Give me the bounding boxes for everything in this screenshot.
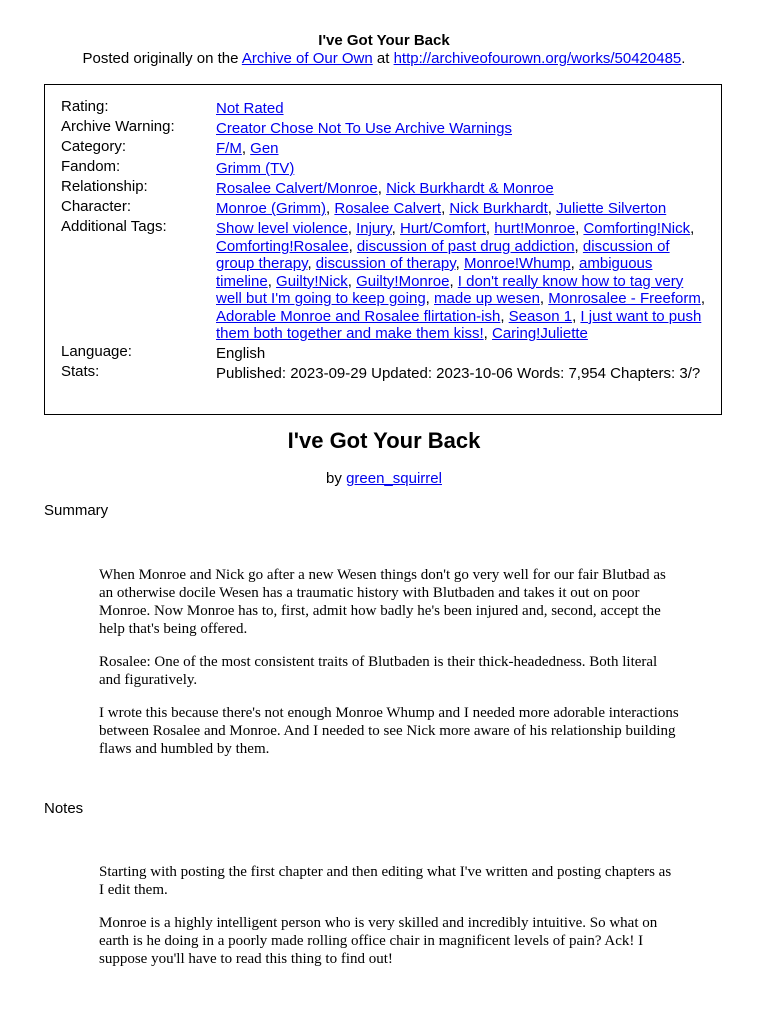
tags-value: Show level violence, Injury, Hurt/Comfort, hurt!Monroe, Comforting!Nick, Comforting!Rosalee, discussion of past drug addiction, discussion of group therapy, discussion of therapy, Monroe!Whump, ambiguous timeline, Guilty!Nick, Guilty!Monroe, I don't really know how to tag very well but I'm going to keep going, made up wesen, Monrosalee - Freeform, Adorable Monroe and Rosalee flirtation-ish, Season 1, I just want to push them both together and make them kiss!, Caring!Juliette [216,220,705,342]
warning-link[interactable]: Creator Chose Not To Use Archive Warnings [216,120,512,137]
stats-label: Stats: [61,363,100,380]
summary-paragraph: I wrote this because there's not enough Monroe Whump and I needed more adorable interactions between Rosalee and Monroe. And I needed to see Nick more aware of his relationship building flaws and humbled by them. [99,705,679,757]
character-link[interactable]: Nick Burkhardt [449,200,548,217]
tag-link[interactable]: made up wesen [434,290,540,307]
tag-link[interactable]: discussion of group therapy [216,237,670,272]
author-link[interactable]: green_squirrel [346,470,442,487]
relationship-link[interactable]: Nick Burkhardt & Monroe [386,180,554,197]
character-value: Monroe (Grimm), Rosalee Calvert, Nick Burkhardt, Juliette Silverton [216,200,667,217]
warning-value [216,120,709,138]
tag-link[interactable]: Comforting!Rosalee [216,237,349,255]
work-title: I've Got Your Back [287,428,481,453]
rating-value [216,100,709,118]
category-link[interactable]: F/M [216,140,242,157]
tag-link[interactable]: Caring!Juliette [492,325,588,342]
tag-link[interactable]: ambiguous timeline [216,255,653,290]
fandom-value [216,160,709,178]
rating-link[interactable]: Not Rated [216,100,284,117]
tag-link[interactable]: discussion of past drug addiction [356,237,575,255]
tag-link[interactable]: Guilty!Nick [276,272,348,290]
tag-link[interactable]: Show level violence [216,220,348,237]
posted-suffix: . [681,50,686,67]
posted-line [0,50,768,67]
tag-link[interactable]: hurt!Monroe [494,220,576,237]
summary-heading: Summary [44,502,109,519]
tag-link[interactable]: Guilty!Monroe [356,272,450,290]
posted-prefix: Posted originally on the [82,50,242,67]
metadata-box [44,84,722,415]
document-title: I've Got Your Back [318,32,450,49]
category-label: Category: [61,138,127,155]
byline-prefix: by [326,470,347,487]
language-value: English [216,345,266,362]
tag-link[interactable]: Adorable Monroe and Rosalee flirtation-ish [216,307,501,325]
warning-label: Archive Warning: [61,118,175,135]
posted-at: at [372,50,394,67]
character-link[interactable]: Monroe (Grimm) [216,200,327,217]
summary-paragraph: When Monroe and Nick go after a new Wesen things don't go very well for our fair Blutbad as an otherwise docile Wesen has a traumatic history with Blutbaden and takes it out on poor Monroe. Now Monroe has to, first, admit how badly he's been injured and, second, accept the help that's being offered. [99,567,666,637]
notes-paragraph: Monroe is a highly intelligent person who is very skilled and incredibly intuitive. So what on earth is he doing in a poorly made rolling office chair in magnificent levels of pain? Ack! I suppose you'll have to read this thing to find out! [99,915,658,967]
tag-link[interactable]: Injury [356,220,392,237]
character-label: Character: [61,198,132,215]
category-value: F/M, Gen [216,140,279,157]
byline [0,470,768,487]
tag-link[interactable]: I just want to push them both together and make them kiss! [216,307,702,342]
relationship-value: Rosalee Calvert/Monroe, Nick Burkhardt & Monroe [216,180,554,197]
summary-paragraph: Rosalee: One of the most consistent traits of Blutbaden is their thick-headedness. Both literal and figuratively. [99,654,658,688]
fandom-link[interactable]: Grimm (TV) [216,160,295,177]
tag-link[interactable]: Season 1 [508,307,573,325]
work-url-link[interactable]: http://archiveofourown.org/works/50420485 [393,50,682,67]
tags-label: Additional Tags: [61,218,167,235]
tag-link[interactable]: Hurt/Comfort [400,220,486,237]
tag-link[interactable]: I don't really know how to tag very well but I'm going to keep going [216,272,684,307]
notes-paragraph: Starting with posting the first chapter and then editing what I've written and posting chapters as I edit them. [99,864,672,898]
relationship-link[interactable]: Rosalee Calvert/Monroe [216,180,378,197]
tag-link[interactable]: Comforting!Nick [583,220,691,237]
stats-value: Published: 2023-09-29 Updated: 2023-10-06 Words: 7,954 Chapters: 3/? [216,365,701,382]
rating-label: Rating: [61,98,109,115]
tag-link[interactable]: Monrosalee - Freeform [548,290,701,307]
notes-heading: Notes [44,800,84,817]
character-link[interactable]: Rosalee Calvert [334,200,442,217]
fandom-label: Fandom: [61,158,121,175]
archive-link[interactable]: Archive of Our Own [241,50,373,67]
tag-link[interactable]: discussion of therapy [315,255,456,272]
language-label: Language: [61,343,132,360]
category-link[interactable]: Gen [250,140,279,157]
relationship-label: Relationship: [61,178,148,195]
tag-link[interactable]: Monroe!Whump [463,255,571,272]
character-link[interactable]: Juliette Silverton [556,200,667,217]
